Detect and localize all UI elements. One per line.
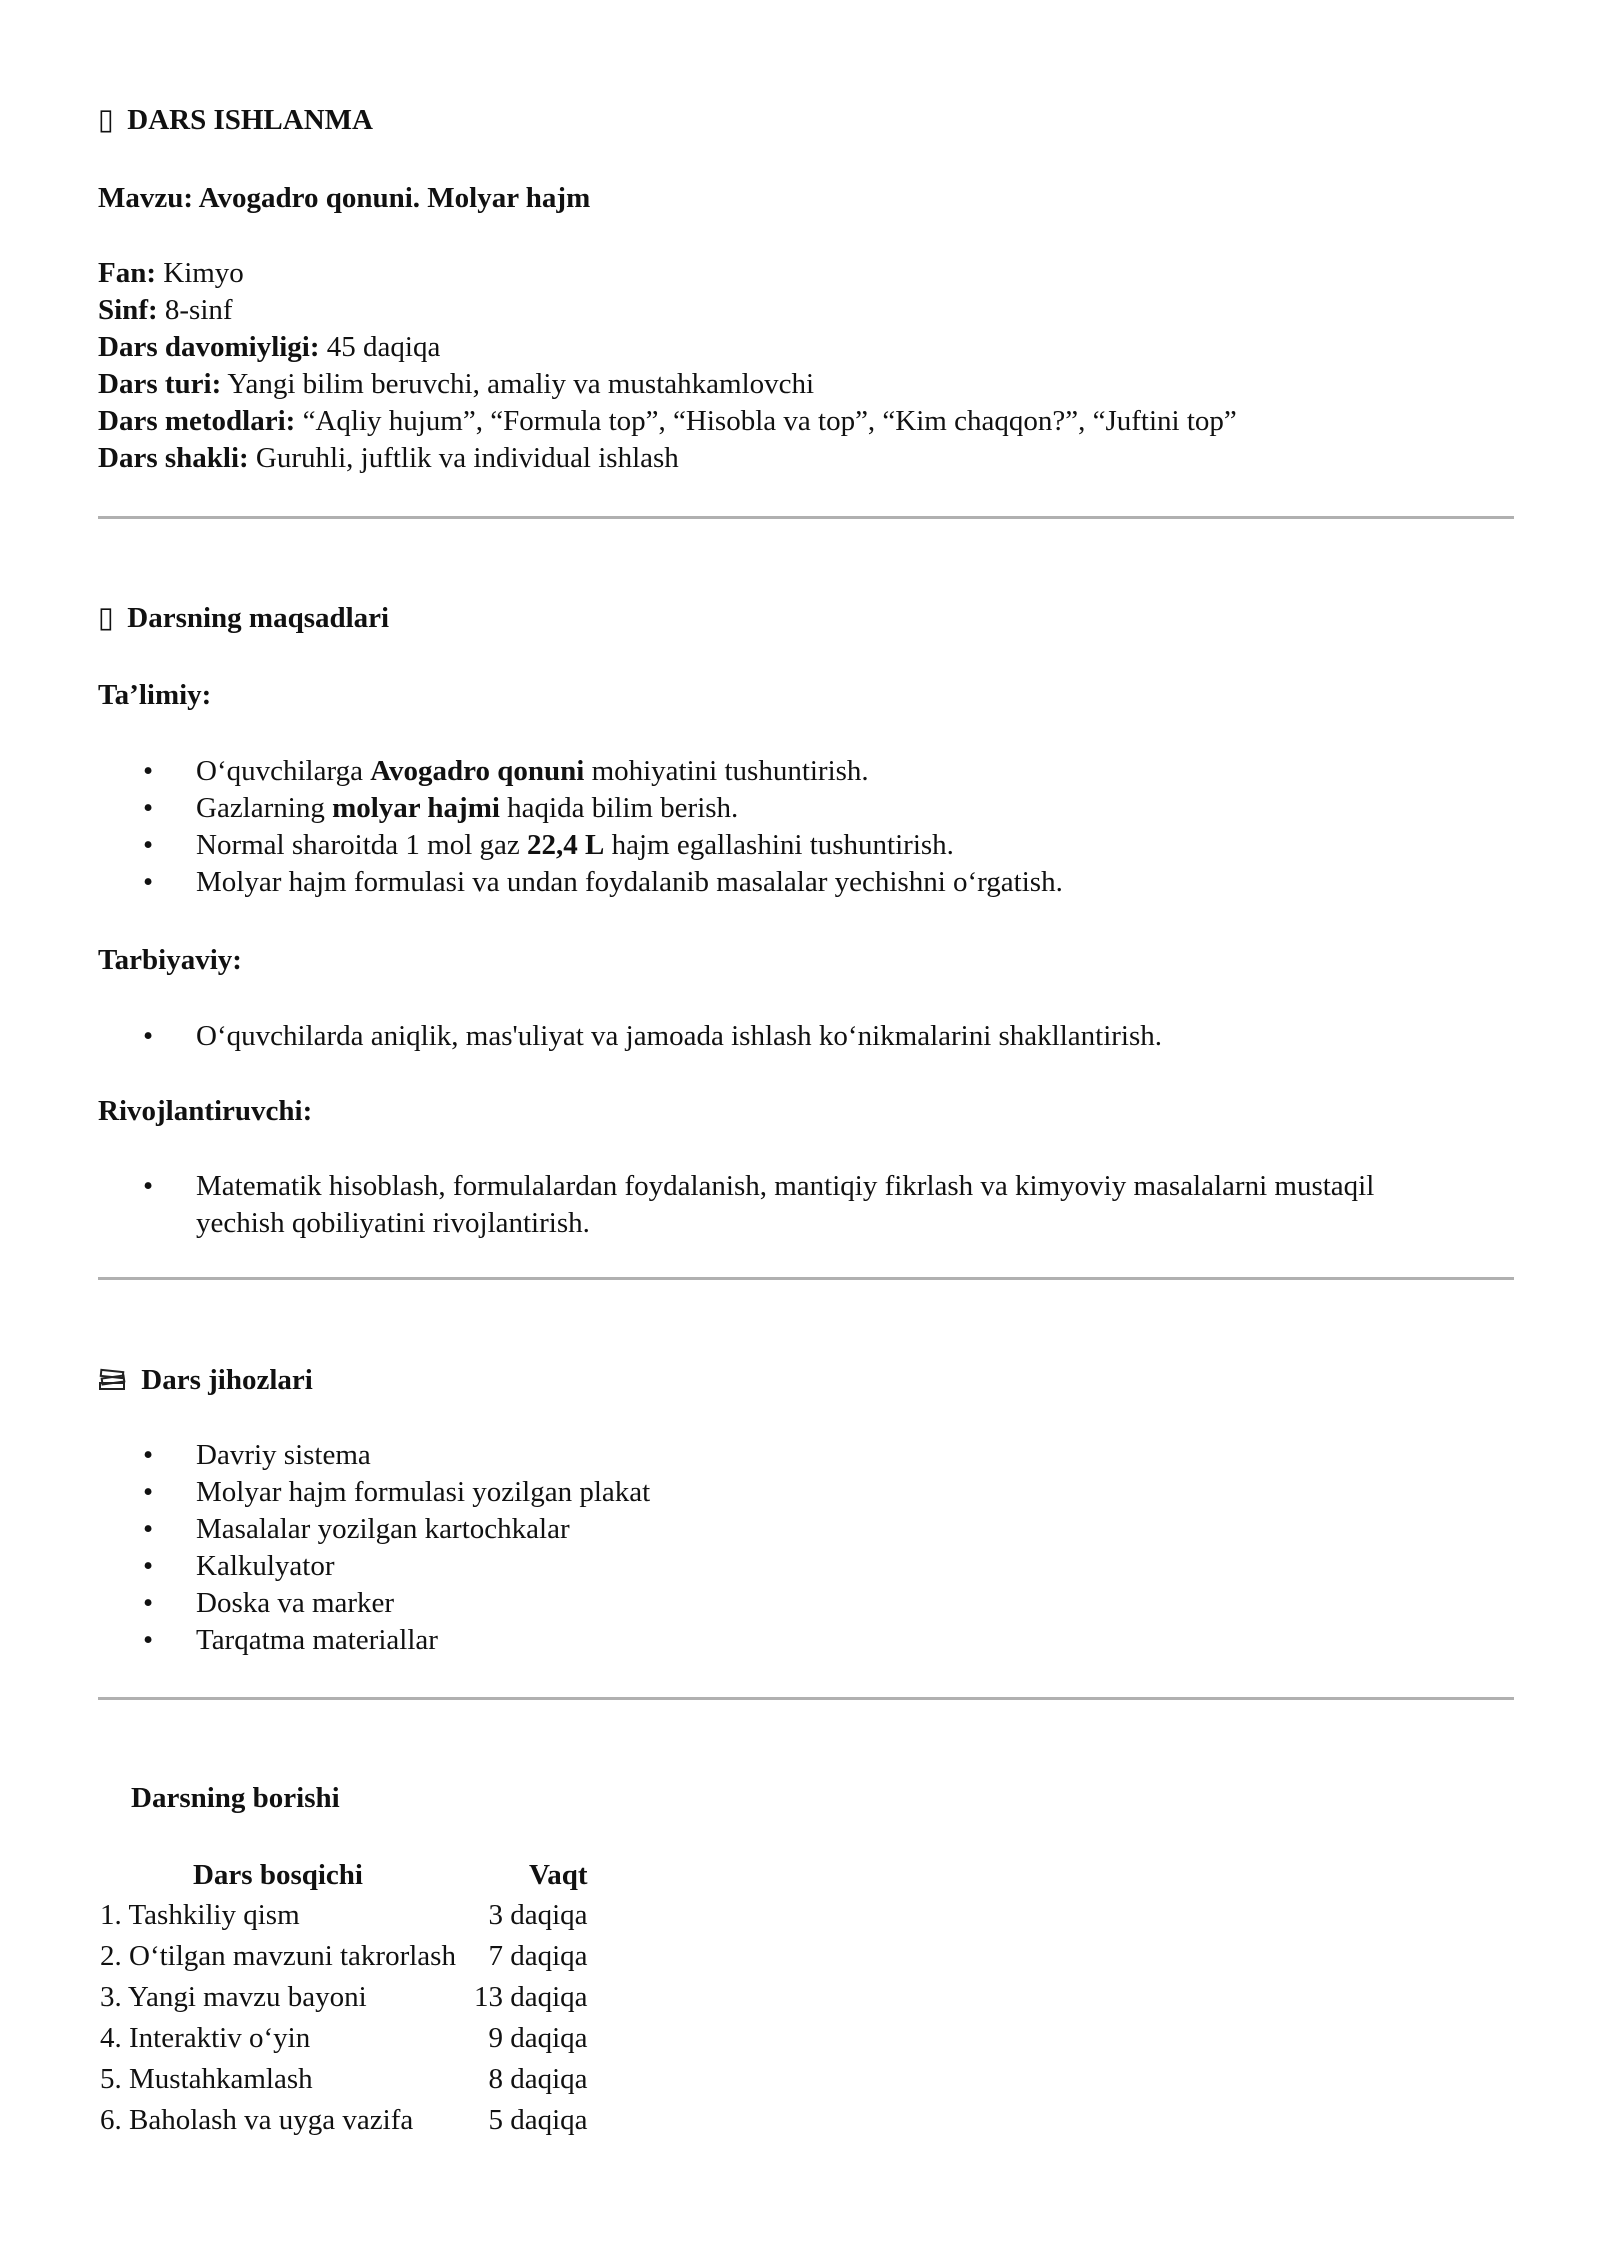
list-item: • Davriy sistema bbox=[143, 1439, 371, 1471]
rivojlantiruvchi-heading: Rivojlantiruvchi: bbox=[98, 1095, 313, 1127]
info-line: Dars davomiyligi: 45 daqiqa bbox=[98, 331, 441, 363]
section-divider bbox=[98, 1697, 1514, 1700]
target-icon: ▯ bbox=[98, 602, 114, 634]
info-line: Dars shakli: Guruhli, juftlik va individual ishlash bbox=[98, 442, 679, 474]
tarbiyaviy-heading: Tarbiyaviy: bbox=[98, 944, 242, 976]
info-line: Dars turi: Yangi bilim beruvchi, amaliy va mustahkamlovchi bbox=[98, 368, 815, 400]
list-item: • Doska va marker bbox=[143, 1587, 395, 1619]
list-item: • Molyar hajm formulasi va undan foydalanib masalalar yechishni o‘rgatish. bbox=[143, 866, 1063, 898]
books-icon bbox=[98, 1362, 134, 1399]
info-line: Sinf: 8-sinf bbox=[98, 294, 233, 326]
list-item: • Molyar hajm formulasi yozilgan plakat bbox=[143, 1476, 651, 1508]
table-row: 5. Mustahkamlash 8 daqiqa bbox=[100, 2063, 588, 2095]
list-item: • Matematik hisoblash, formulalardan foydalanish, mantiqiy fikrlash va kimyoviy masalalarni mustaqil yechish qobiliyatini rivojlantirish. bbox=[143, 1170, 1375, 1239]
list-item: • Normal sharoitda 1 mol gaz 22,4 L hajm egallashini tushuntirish. bbox=[143, 829, 954, 861]
list-item: • O‘quvchilarda aniqlik, mas'uliyat va jamoada ishlash ko‘nikmalarini shakllantirish. bbox=[143, 1020, 1163, 1052]
table-row: 2. O‘tilgan mavzuni takrorlash 7 daqiqa bbox=[100, 1940, 588, 1972]
page-icon: ▯ bbox=[98, 104, 114, 136]
section-divider bbox=[98, 516, 1514, 519]
table-header-row bbox=[96, 1855, 592, 1895]
equipment-list bbox=[98, 1437, 1518, 1659]
table-row: 6. Baholash va uyga vazifa 5 daqiqa bbox=[100, 2104, 588, 2136]
talimiy-heading: Ta’limiy: bbox=[98, 679, 212, 711]
list-item: • Tarqatma materiallar bbox=[143, 1624, 438, 1656]
table-row: 4. Interaktiv o‘yin 9 daqiqa bbox=[100, 2022, 588, 2054]
document-title: DARS ISHLANMA bbox=[127, 104, 373, 136]
info-line: Dars metodlari: “Aqliy hujum”, “Formula top”, “Hisobla va top”, “Kim chaqqon?”, “Juftini top” bbox=[98, 405, 1237, 437]
list-item: • O‘quvchilarga Avogadro qonuni mohiyatini tushuntirish. bbox=[143, 755, 869, 787]
tarbiyaviy-list bbox=[98, 1018, 1518, 1055]
document-title-row bbox=[98, 102, 1518, 139]
lesson-info bbox=[98, 255, 1518, 477]
column-header-time: Vaqt bbox=[528, 1858, 588, 1891]
table-row: 3. Yangi mavzu bayoni 13 daqiqa bbox=[100, 1981, 588, 2013]
lesson-topic: Mavzu: Avogadro qonuni. Molyar hajm bbox=[98, 182, 591, 214]
list-item: • Masalalar yozilgan kartochkalar bbox=[143, 1513, 570, 1545]
rivojlantiruvchi-list bbox=[98, 1168, 1438, 1242]
column-header-stage: Dars bosqichi bbox=[192, 1858, 363, 1891]
goals-heading: ▯ Darsning maqsadlari bbox=[98, 600, 1518, 637]
list-item: • Kalkulyator bbox=[143, 1550, 335, 1582]
section-divider bbox=[98, 1277, 1514, 1280]
table-row: 1. Tashkiliy qism 3 daqiqa bbox=[100, 1899, 588, 1931]
talimiy-list bbox=[98, 753, 1518, 901]
lesson-steps-table bbox=[96, 1855, 592, 2141]
list-item: • Gazlarning molyar hajmi haqida bilim berish. bbox=[143, 792, 739, 824]
progress-heading: Darsning borishi bbox=[131, 1782, 340, 1814]
equipment-heading: Dars jihozlari bbox=[98, 1362, 1518, 1399]
info-line: Fan: Kimyo bbox=[98, 257, 244, 289]
